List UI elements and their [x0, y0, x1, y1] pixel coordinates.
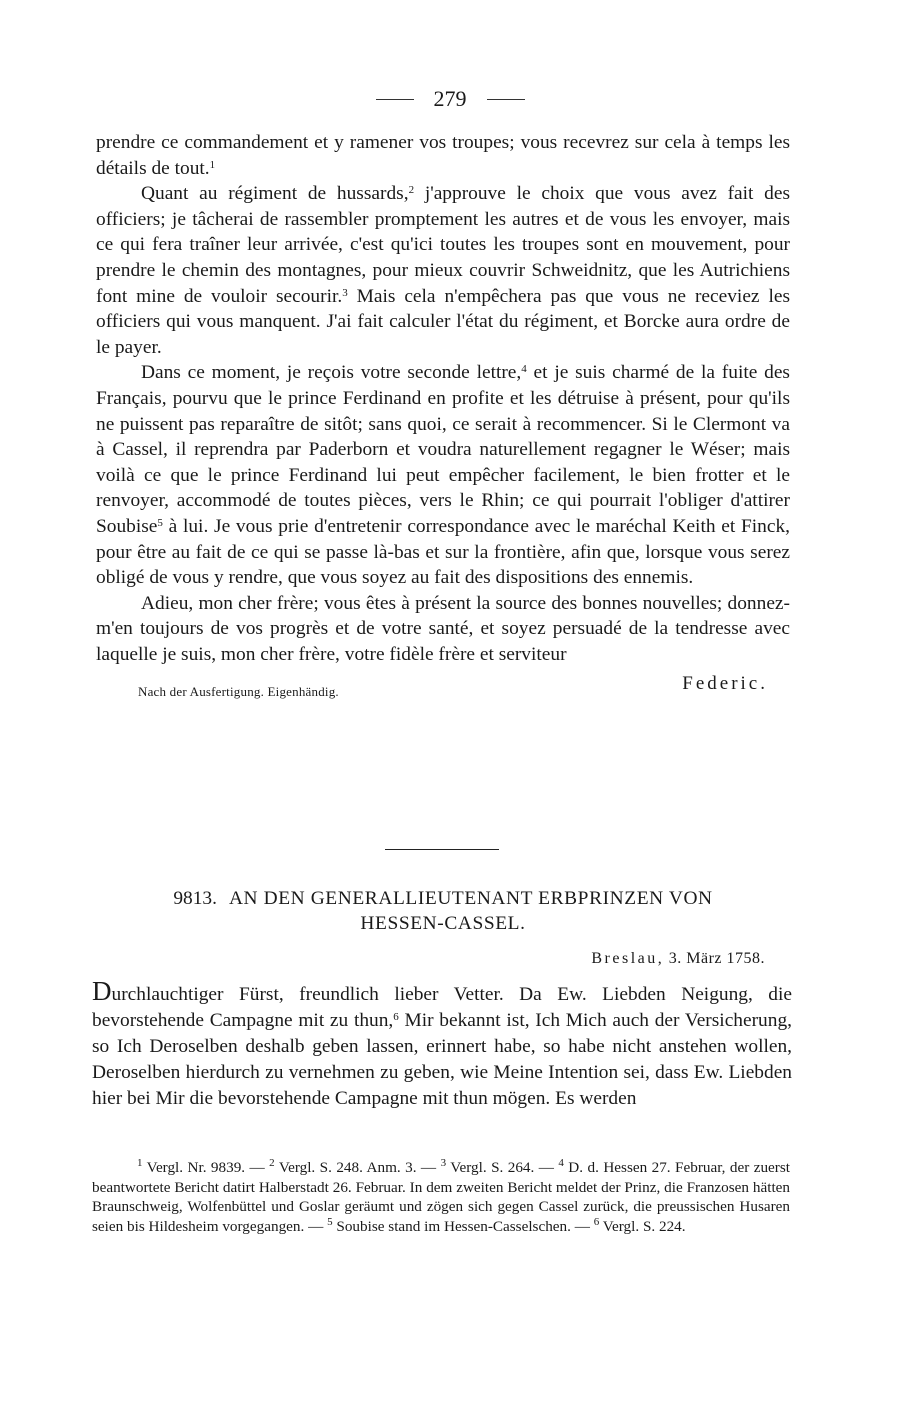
footnote-marker: 2	[408, 184, 415, 197]
paragraph	[96, 130, 790, 181]
footnote-marker: 6	[393, 1011, 399, 1023]
text-run: à lui. Je vous prie d'entretenir correspondance avec le maréchal Keith et Finck, pour être au fait de ce qui se passe là-bas et sur la frontière, afin que, lorsque vous serez obligé de vous y rendre, que vous soyez au fait des dispositions des ennemis.	[96, 515, 790, 589]
text-run: Mir bekannt ist, Ich Mich auch der Versicherung, so Ich Deroselben deshalb geben lassen, erinnert habe, so habe nicht anstehen wollen, Deroselben hierdurch zu vernehmen zu geben, wie Meine Intention sei, dass Ew. Liebden hier bei Mir die bevorstehende Campagne mit thun mögen. Es werden	[92, 1010, 792, 1109]
paragraph	[96, 360, 790, 590]
paragraph	[96, 181, 790, 360]
footnote-marker: 1	[209, 158, 216, 171]
footnote-marker: 3	[440, 1157, 447, 1169]
text-run: Adieu, mon cher frère; vous êtes à présent la source des bonnes nouvelles; donnez-m'en toujours de vos progrès et de votre santé, et soyez persuadé de la tendresse avec laquelle je suis, mon cher frère, votre fidèle frère et serviteur	[96, 592, 790, 665]
text-run: Vergl. Nr. 9839. —	[142, 1159, 270, 1176]
letter-number: 9813.	[173, 888, 217, 909]
footnotes	[92, 1158, 790, 1236]
header-dash-right	[487, 99, 525, 100]
text-run: et je suis charmé de la fuite des Français, pourvu que le prince Ferdinand en profite et les détruise à présent, pour qu'ils ne puissent pas reparaître de sitôt; sans quoi, ce serait à recommencer. Si le Clermont va à Cassel, il reprendra par Paderborn et voudra naturellement regagner le Wéser; mais voilà ce que le prince Ferdinand lui peut empêcher facilement, le bien frotter et le renvoyer, accommodé de toutes pièces, vers le Rhin; ce qui pourrait l'obliger d'attirer Soubise	[96, 362, 790, 537]
footnote-marker: 1	[137, 1157, 143, 1169]
footnote-marker: 3	[342, 286, 348, 299]
source-note: Nach der Ausfertigung. Eigenhändig.	[138, 684, 339, 700]
text-run: Vergl. S. 248. Anm. 3. —	[274, 1159, 441, 1176]
letter-heading-line1: AN DEN GENERALLIEUTENANT ERBPRINZEN VON	[228, 888, 713, 909]
text-run: Vergl. S. 224.	[599, 1217, 686, 1235]
text-run: j'approuve le choix que vous avez fait des officiers; je tâcherai de rassembler promptement les autres et de vous les envoyer, mais ce qui fera traîner leur arrivée, c'est qu'ici toutes les troupes sont en mouvement, pour prendre le chemin des montagnes, pour mieux couvrir Schweidnitz, que les Autrichiens font mine de vouloir secourir.	[96, 183, 791, 307]
letter-body-continued	[96, 130, 790, 699]
text-run: Quant au régiment de hussards,	[141, 183, 409, 205]
footnote-marker: 5	[157, 516, 163, 529]
date-text: 3. März 1758.	[668, 950, 765, 967]
text-run: Mais cela n'empêchera pas que vous ne receviez les officiers qui vous manquent. J'ai fait calculer l'état du régiment, et Borcke aura ordre de le payer.	[96, 285, 790, 358]
footnote-marker: 2	[269, 1157, 275, 1169]
footnote-marker: 6	[593, 1215, 600, 1228]
signature: Federic.	[682, 673, 768, 695]
date-place: Breslau,	[591, 950, 665, 967]
letter-paragraph	[92, 978, 792, 1112]
page-header	[0, 86, 900, 112]
drop-cap: D	[92, 976, 112, 1006]
text-run: Vergl. S. 264. —	[446, 1159, 559, 1176]
signature-line	[96, 669, 790, 699]
section-divider	[385, 849, 499, 850]
dateline	[591, 950, 765, 968]
header-dash-left	[376, 99, 414, 100]
footnote-marker: 5	[327, 1215, 333, 1228]
letter-heading-line2: HESSEN-CASSEL.	[360, 913, 526, 934]
text-run: prendre ce commandement et y ramener vos troupes; vous recevrez sur cela à temps les détails de tout.	[96, 132, 790, 179]
letter-text	[92, 978, 792, 1112]
text-run: Soubise stand im Hessen-Casselschen. —	[332, 1217, 594, 1235]
letter-heading	[96, 886, 790, 936]
footnote-marker: 4	[521, 363, 527, 376]
page-number: 279	[433, 86, 467, 111]
text-run: urchlauchtiger Fürst, freundlich lieber Vetter. Da Ew. Liebden Neigung, die bevorstehende Campagne mit zu thun,	[92, 984, 792, 1031]
text-run: Dans ce moment, je reçois votre seconde lettre,	[141, 362, 522, 384]
paragraph	[96, 591, 790, 668]
footnote-marker: 4	[558, 1157, 564, 1169]
footnote-text	[92, 1158, 790, 1236]
text-run: D. d. Hessen 27. Februar, der zuerst beantwortete Bericht datirt Halberstadt 26. Februar. In dem zweiten Bericht meldet der Prinz, die Franzosen hätten Braunschweig, Wolfenbüttel und Goslar geräumt und zögen sich gegen Cassel zurück, die preussischen Husaren seien bis Hildesheim vorgegangen. —	[92, 1159, 790, 1235]
letter-paragraph-text	[92, 984, 792, 1109]
